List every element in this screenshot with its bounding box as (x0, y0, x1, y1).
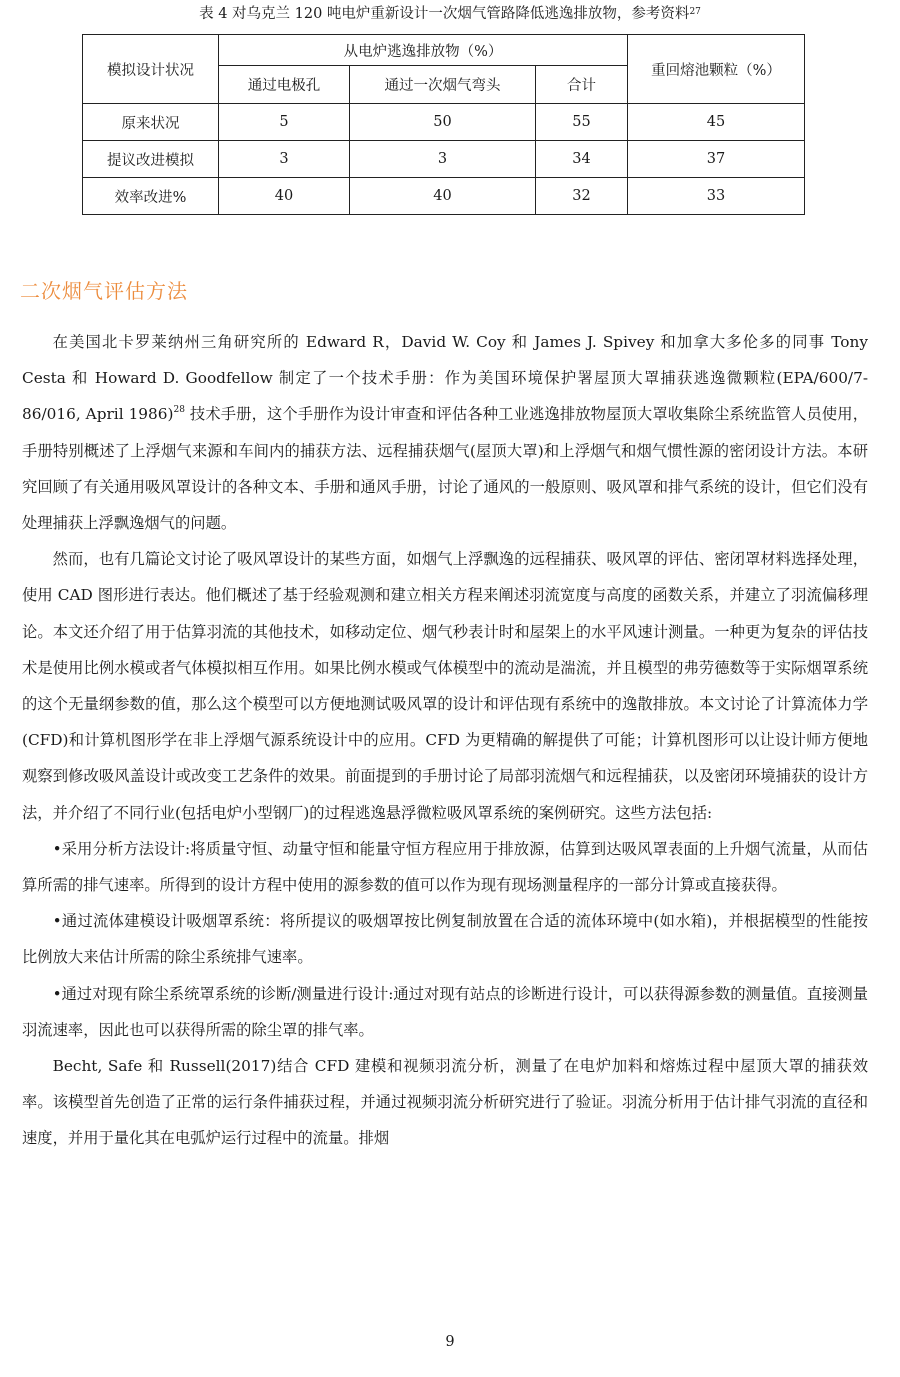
bullet-fluid-modeling: •通过流体建模设计吸烟罩系统：将所提议的吸烟罩按比例复制放置在合适的流体环境中(如水箱)，并根据模型的性能按比例放大来估计所需的除尘系统排气速率。 (22, 912, 868, 967)
cell-reentry: 45 (628, 104, 805, 141)
cell-electrode: 40 (219, 178, 350, 215)
cell-reentry: 33 (628, 178, 805, 215)
table-caption (0, 4, 900, 24)
table-row (83, 104, 805, 141)
header-reentry-particles: 重回熔池颗粒（%） (628, 35, 805, 104)
subheader-total: 合计 (536, 66, 628, 104)
cell-elbow: 3 (350, 141, 536, 178)
table-row (83, 178, 805, 215)
cell-electrode: 3 (219, 141, 350, 178)
caption-reference: 27 (689, 7, 701, 17)
bullet-analytical-design: •采用分析方法设计:将质量守恒、动量守恒和能量守恒方程应用于排放源，估算到达吸风罩表面的上升烟气流量，从而估算所需的排气速率。所得到的设计方程中使用的源参数的值可以作为现有现场测量程序的一部分计算或直接获得。 (22, 839, 868, 895)
cell-elbow: 50 (350, 104, 536, 141)
reference-28: 28 (173, 405, 185, 416)
table-row (83, 141, 805, 178)
body-text (22, 324, 868, 1157)
cell-total: 55 (536, 104, 628, 141)
paragraph-intro-part2: 技术手册，这个手册作为设计审查和评估各种工业逃逸排放物屋顶大罩收集除尘系统监管人员使用，手册特别概述了上浮烟气来源和车间内的捕获方法、远程捕获烟气(屋顶大罩)和上浮烟气和烟气惯性源的密闭设计方法。本研究回顾了有关通用吸风罩设计的各种文本、手册和通风手册，讨论了通风的一般原则、吸风罩和排气系统的设计，但它们没有处理捕获上浮飘逸烟气的问题。 (22, 405, 868, 533)
cell-electrode: 5 (219, 104, 350, 141)
cell-reentry: 37 (628, 141, 805, 178)
header-simulation-status: 模拟设计状况 (83, 35, 219, 104)
paragraph-intro (22, 324, 868, 541)
paragraph-methods: 然而，也有几篇论文讨论了吸风罩设计的某些方面，如烟气上浮飘逸的远程捕获、吸风罩的评估、密闭罩材料选择处理，使用 CAD 图形进行表达。他们概述了基于经验观测和建立相关方程来阐述羽流宽度与高度的函数关系，并建立了羽流偏移理论。本文还介绍了用于估算羽流的其他技术，如移动定位、烟气秒表计时和屋架上的水平风速计测量。一种更为复杂的评估技术是使用比例水模或者气体模拟相互作用。如果比例水模或气体模型中的流动是湍流，并且模型的弗劳德数等于实际烟罩系统的这个无量纲参数的值，那么这个模型可以方便地测试吸风罩的设计和评估现有系统中的逸散排放。本文讨论了计算流体力学(CFD)和计算机图形学在非上浮烟气源系统设计中的应用。CFD 为更精确的解提供了可能；计算机图形可以让设计师方便地观察到修改吸风盖设计或改变工艺条件的效果。前面提到的手册讨论了局部羽流烟气和远程捕获，以及密闭环境捕获的设计方法，并介绍了不同行业(包括电炉小型钢厂)的过程逃逸悬浮微粒吸风罩系统的案例研究。这些方法包括: (22, 550, 868, 822)
bullet-diagnostic-design: •通过对现有除尘系统罩系统的诊断/测量进行设计:通过对现有站点的诊断进行设计，可以获得源参数的测量值。直接测量羽流速率，因此也可以获得所需的除尘罩的排气率。 (22, 984, 868, 1039)
table-header-row (83, 35, 805, 66)
cell-elbow: 40 (350, 178, 536, 215)
section-title: 二次烟气评估方法 (20, 279, 188, 303)
row-label: 提议改进模拟 (83, 141, 219, 178)
caption-text: 表 4 对乌克兰 120 吨电炉重新设计一次烟气管路降低逃逸排放物，参考资料 (199, 6, 690, 22)
subheader-elbow: 通过一次烟气弯头 (350, 66, 536, 104)
row-label: 效率改进% (83, 178, 219, 215)
cell-total: 34 (536, 141, 628, 178)
cell-total: 32 (536, 178, 628, 215)
page-number: 9 (445, 1334, 455, 1350)
paragraph-intro-part1: 在美国北卡罗莱纳州三角研究所的 Edward R，David W. Coy 和 James J. Spivey 和加拿大多伦多的同事 Tony Cesta 和 Howard D. Goodfellow 制定了一个技术手册：作为美国环境保护署屋顶大罩捕获逃逸微颗粒(EPA/600/7-86/016, April 1986) (22, 333, 868, 424)
subheader-electrode-hole: 通过电极孔 (219, 66, 350, 104)
paragraph-becht: Becht, Safe 和 Russell(2017)结合 CFD 建模和视频羽流分析，测量了在电炉加料和熔炼过程中屋顶大罩的捕获效率。该模型首先创造了正常的运行条件捕获过程，并通过视频羽流分析研究进行了验证。羽流分析用于估计排气羽流的直径和速度，并用于量化其在电弧炉运行过程中的流量。排烟 (22, 1057, 868, 1148)
row-label: 原来状况 (83, 104, 219, 141)
header-escape-emissions: 从电炉逃逸排放物（%） (219, 35, 628, 66)
emissions-table (82, 34, 805, 215)
